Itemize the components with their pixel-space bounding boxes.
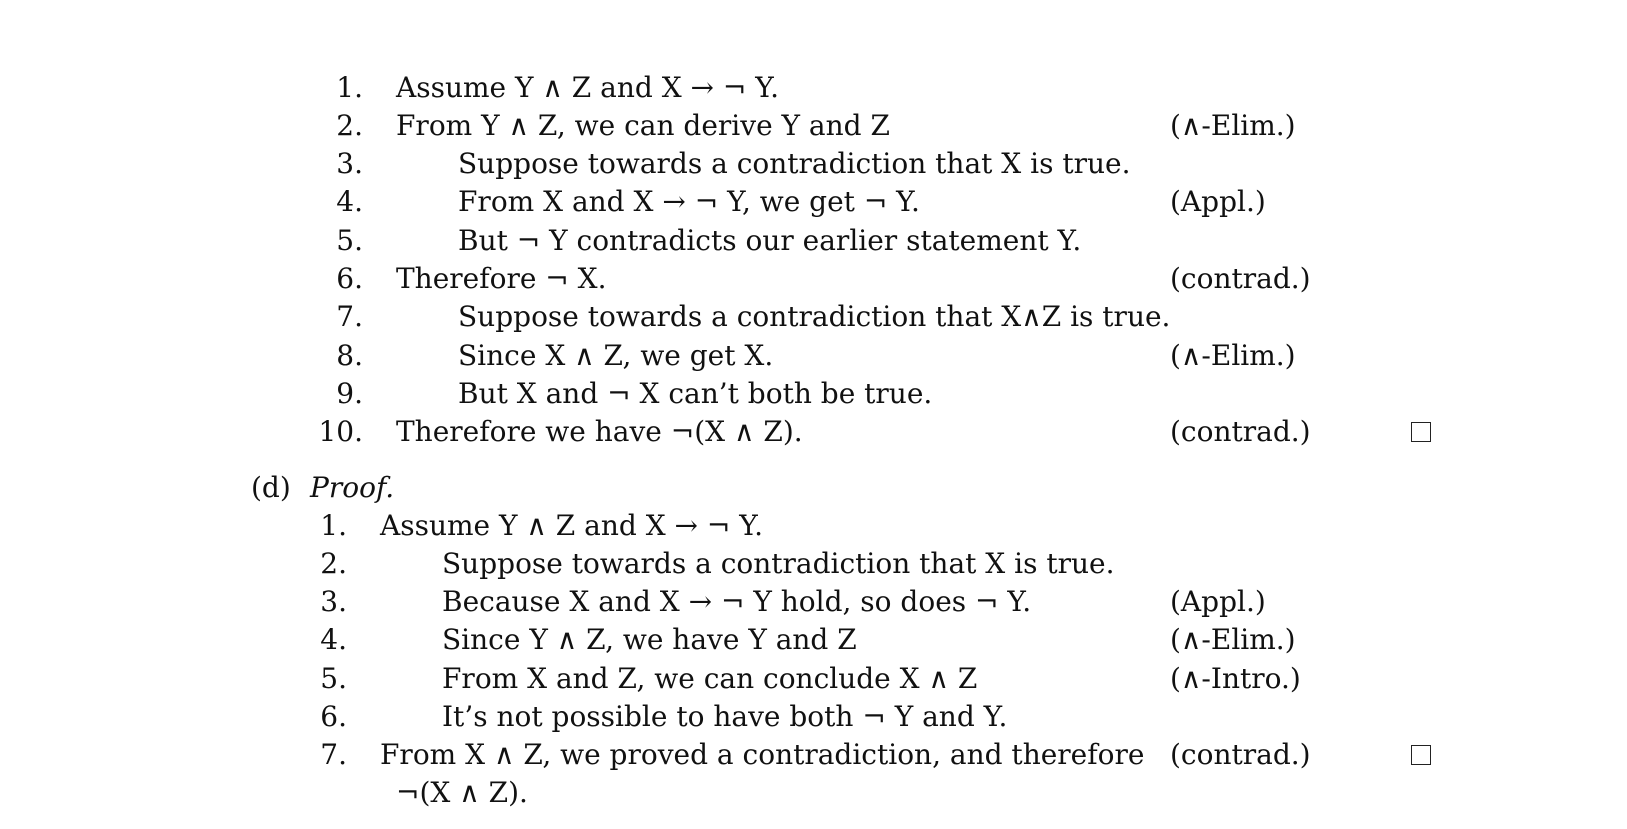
- proof-line: [0, 69, 1627, 107]
- step-number: 9.: [336, 377, 363, 410]
- proof-line: [0, 183, 1627, 221]
- proof-line-continuation: [0, 774, 1627, 812]
- step-text: But ¬ Y contradicts our earlier statement Y.: [458, 224, 1082, 257]
- step-text: Since X ∧ Z, we get X.: [458, 339, 774, 372]
- step-justification: (∧-Elim.): [1170, 623, 1296, 656]
- step-number: 1.: [320, 509, 347, 542]
- step-number: 6.: [336, 262, 363, 295]
- step-number: 5.: [320, 662, 347, 695]
- step-justification: (contrad.): [1170, 415, 1311, 448]
- step-number: 1.: [336, 71, 363, 104]
- step-text: From Y ∧ Z, we can derive Y and Z: [396, 109, 890, 142]
- step-text: Because X and X → ¬ Y hold, so does ¬ Y.: [442, 585, 1032, 618]
- proof-line: [0, 145, 1627, 183]
- step-number: 4.: [320, 623, 347, 656]
- step-text: From X and X → ¬ Y, we get ¬ Y.: [458, 185, 920, 218]
- proof-line: [0, 107, 1627, 145]
- step-text: Suppose towards a contradiction that X is true.: [442, 547, 1115, 580]
- step-number: 10.: [318, 415, 363, 448]
- step-text: Assume Y ∧ Z and X → ¬ Y.: [380, 509, 764, 542]
- step-number: 6.: [320, 700, 347, 733]
- step-text: ¬(X ∧ Z).: [396, 776, 528, 809]
- step-justification: (contrad.): [1170, 738, 1311, 771]
- step-justification: (Appl.): [1170, 585, 1266, 618]
- step-text: Suppose towards a contradiction that X∧Z is true.: [458, 300, 1171, 333]
- proof-line: [0, 260, 1627, 298]
- step-justification: (contrad.): [1170, 262, 1311, 295]
- step-text: Therefore ¬ X.: [396, 262, 607, 295]
- proof-line: [0, 660, 1627, 698]
- step-text: Assume Y ∧ Z and X → ¬ Y.: [396, 71, 780, 104]
- step-text: Therefore we have ¬(X ∧ Z).: [396, 415, 803, 448]
- step-text: Suppose towards a contradiction that X is true.: [458, 147, 1131, 180]
- step-text: It’s not possible to have both ¬ Y and Y.: [442, 700, 1008, 733]
- step-number: 3.: [336, 147, 363, 180]
- proof-line: [0, 222, 1627, 260]
- part-label: (d): [251, 471, 291, 504]
- step-justification: (∧-Elim.): [1170, 339, 1296, 372]
- step-number: 3.: [320, 585, 347, 618]
- proof-line: [0, 298, 1627, 336]
- proof-line: [0, 583, 1627, 621]
- step-justification: (∧-Intro.): [1170, 662, 1301, 695]
- step-number: 4.: [336, 185, 363, 218]
- step-number: 7.: [336, 300, 363, 333]
- proof-line: [0, 337, 1627, 375]
- proof-line: [0, 507, 1627, 545]
- step-justification: (∧-Elim.): [1170, 109, 1296, 142]
- proof-line: [0, 375, 1627, 413]
- step-text: Since Y ∧ Z, we have Y and Z: [442, 623, 857, 656]
- step-text: From X ∧ Z, we proved a contradiction, and therefore: [380, 738, 1145, 771]
- step-number: 2.: [336, 109, 363, 142]
- step-number: 8.: [336, 339, 363, 372]
- qed-square-icon: [1411, 422, 1431, 442]
- step-number: 7.: [320, 738, 347, 771]
- proof-line: [0, 413, 1627, 451]
- part-d-heading: [0, 469, 1627, 507]
- step-text: From X and Z, we can conclude X ∧ Z: [442, 662, 978, 695]
- proof-line: [0, 736, 1627, 774]
- proof-heading: Proof.: [310, 471, 395, 504]
- proof-line: [0, 545, 1627, 583]
- proof-line: [0, 698, 1627, 736]
- step-number: 2.: [320, 547, 347, 580]
- proof-line: [0, 621, 1627, 659]
- step-justification: (Appl.): [1170, 185, 1266, 218]
- qed-square-icon: [1411, 745, 1431, 765]
- step-text: But X and ¬ X can’t both be true.: [458, 377, 933, 410]
- step-number: 5.: [336, 224, 363, 257]
